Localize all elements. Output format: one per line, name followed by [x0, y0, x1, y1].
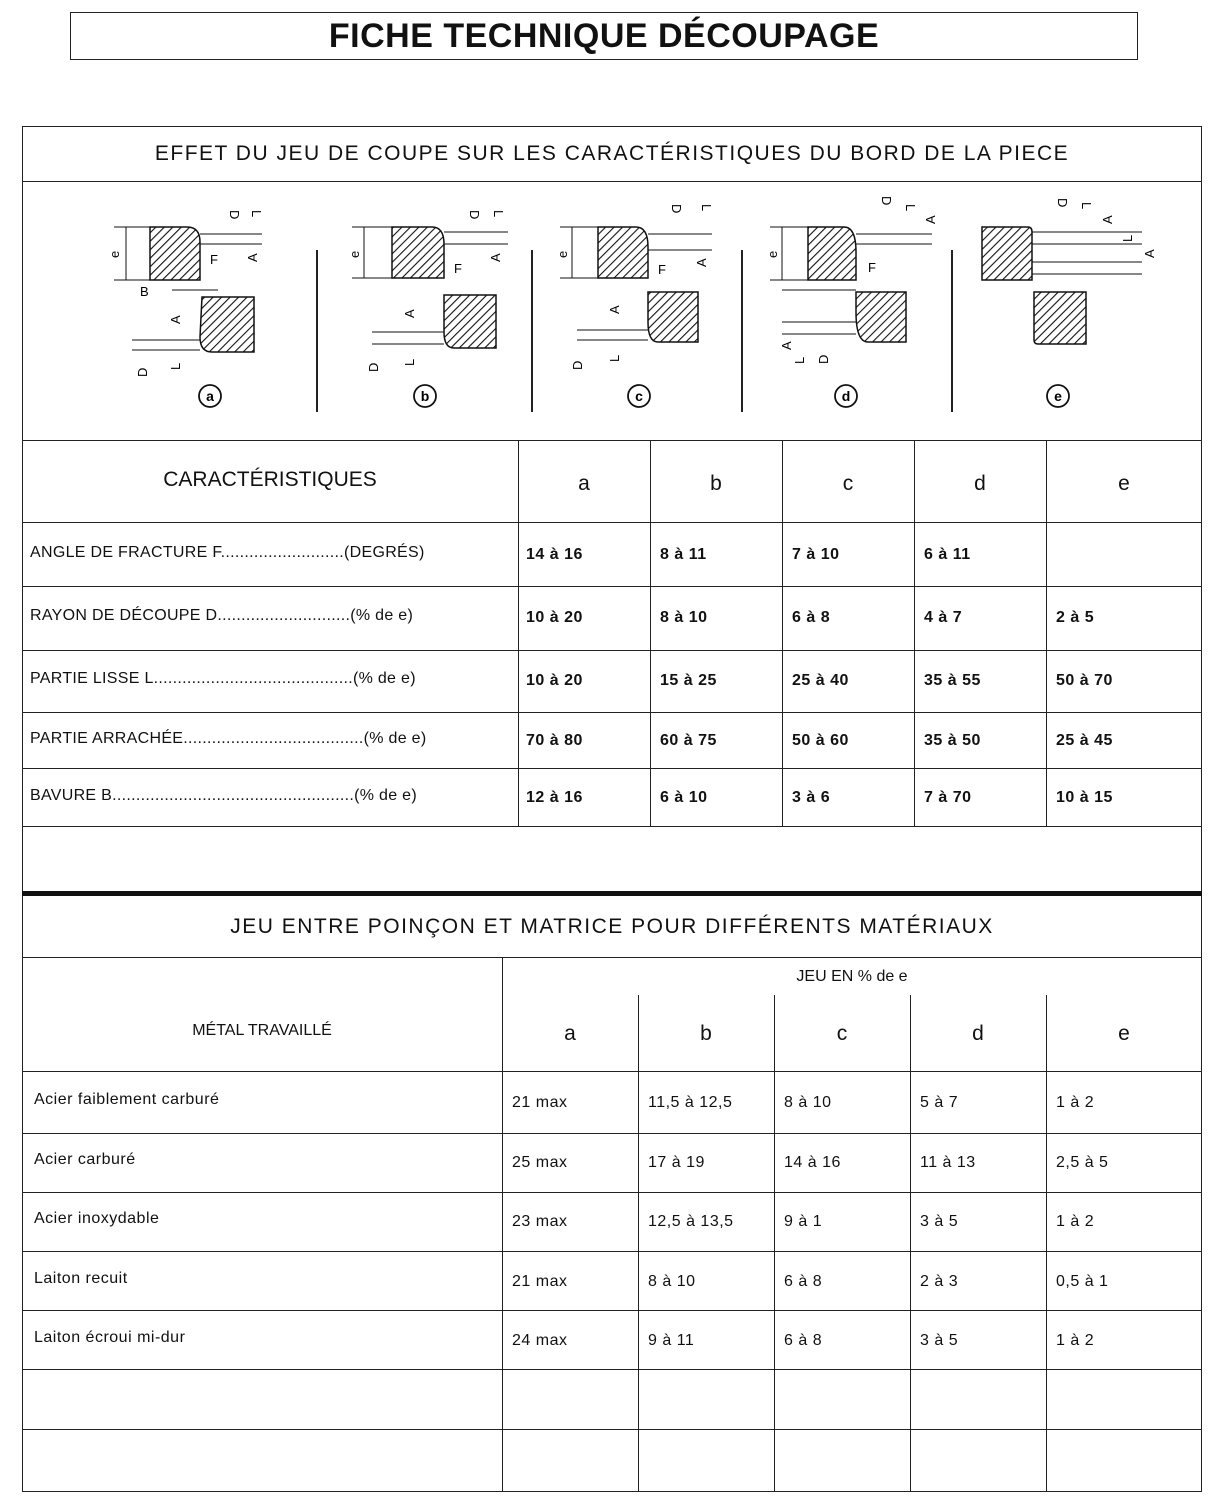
- table1-cell: 7 à 70: [924, 789, 972, 806]
- svg-text:A: A: [607, 305, 622, 314]
- svg-text:D: D: [879, 196, 894, 206]
- svg-text:e: e: [107, 250, 122, 258]
- table1-cell: 6 à 8: [792, 609, 831, 626]
- table2-cell: 8 à 10: [648, 1273, 696, 1290]
- table2-cell: 2 à 3: [920, 1273, 959, 1290]
- divider: [22, 1310, 1202, 1311]
- divider: [22, 712, 1202, 713]
- table1-cell: 15 à 25: [660, 672, 717, 689]
- svg-text:A: A: [694, 258, 709, 267]
- divider: [22, 957, 1202, 958]
- divider: [22, 768, 1202, 769]
- svg-text:A: A: [402, 309, 417, 318]
- table2-col-d: d: [972, 1022, 984, 1045]
- svg-text:D: D: [467, 210, 482, 220]
- table2-cell: 21 max: [512, 1273, 568, 1290]
- table2-cell: 5 à 7: [920, 1094, 959, 1111]
- table2-cell: 1 à 2: [1056, 1332, 1095, 1349]
- table2-cell: 14 à 16: [784, 1154, 841, 1171]
- table2-cell: 0,5 à 1: [1056, 1273, 1109, 1290]
- table1-cell: 2 à 5: [1056, 609, 1095, 626]
- svg-text:e: e: [1054, 388, 1062, 404]
- table2-row-label: Acier inoxydable: [34, 1210, 160, 1227]
- table1-row-label: ANGLE DE FRACTURE F..........................(DEGRÉS): [30, 544, 425, 561]
- table2-cell: 3 à 5: [920, 1213, 959, 1230]
- col-divider: [1046, 440, 1047, 826]
- diagram-e: [982, 198, 1157, 344]
- divider: [22, 1429, 1202, 1430]
- svg-text:D: D: [570, 360, 585, 370]
- table2-row-label: Laiton recuit: [34, 1270, 128, 1287]
- table2-cell: 8 à 10: [784, 1094, 832, 1111]
- svg-text:D: D: [669, 204, 684, 214]
- table2-cell: 6 à 8: [784, 1332, 823, 1349]
- table1-cell: 25 à 40: [792, 672, 849, 689]
- svg-text:A: A: [245, 253, 260, 262]
- page-title: FICHE TECHNIQUE DÉCOUPAGE: [70, 12, 1138, 60]
- col-divider: [638, 995, 639, 1492]
- diagram-label-b: [414, 385, 436, 407]
- divider: [22, 650, 1202, 651]
- svg-text:d: d: [841, 388, 851, 404]
- table1-col-b: b: [710, 472, 722, 495]
- svg-text:A: A: [488, 253, 503, 262]
- col-divider: [914, 440, 915, 826]
- diagram-label-c: [628, 385, 650, 407]
- svg-text:F: F: [658, 262, 666, 277]
- table2-col-b: b: [700, 1022, 712, 1045]
- svg-text:L: L: [903, 204, 918, 212]
- svg-text:B: B: [140, 284, 149, 299]
- table1-cell: 10 à 15: [1056, 789, 1113, 806]
- table2-group-header: JEU EN % de e: [796, 968, 908, 985]
- diagram-label-a: [199, 385, 221, 407]
- divider: [22, 826, 1202, 827]
- table1-cell: 35 à 55: [924, 672, 981, 689]
- table2-row-label: Laiton écroui mi-dur: [34, 1329, 186, 1346]
- section-divider: [22, 891, 1202, 896]
- svg-text:D: D: [135, 367, 150, 377]
- table1-cell: 35 à 50: [924, 732, 981, 749]
- svg-text:c: c: [635, 388, 643, 404]
- table1-cell: 50 à 60: [792, 732, 849, 749]
- svg-text:F: F: [454, 261, 462, 276]
- table1-cell: 12 à 16: [526, 789, 583, 806]
- svg-text:A: A: [1142, 249, 1157, 258]
- col-divider: [774, 995, 775, 1492]
- svg-text:e: e: [765, 250, 780, 258]
- table2-cell: 12,5 à 13,5: [648, 1213, 734, 1230]
- table2-cell: 21 max: [512, 1094, 568, 1111]
- svg-text:L: L: [792, 356, 807, 364]
- table2-cell: 1 à 2: [1056, 1094, 1095, 1111]
- table1-cell: 14 à 16: [526, 546, 583, 563]
- svg-text:A: A: [923, 215, 938, 224]
- svg-text:e: e: [555, 250, 570, 258]
- table2-cell: 9 à 11: [648, 1332, 695, 1349]
- diagram-label-e: [1047, 385, 1069, 407]
- svg-text:L: L: [1120, 234, 1135, 242]
- table2-cell: 25 max: [512, 1154, 568, 1171]
- table2-cell: 23 max: [512, 1213, 568, 1230]
- table1-cell: 60 à 75: [660, 732, 717, 749]
- table2-col-a: a: [564, 1022, 576, 1045]
- table1-cell: 25 à 45: [1056, 732, 1113, 749]
- divider: [22, 1192, 1202, 1193]
- divider: [22, 586, 1202, 587]
- table1-col-a: a: [578, 472, 590, 495]
- svg-text:F: F: [868, 260, 876, 275]
- table2-cell: 3 à 5: [920, 1332, 959, 1349]
- divider: [22, 440, 1202, 441]
- svg-text:e: e: [347, 250, 362, 258]
- svg-text:F: F: [210, 252, 218, 267]
- table1-col-d: d: [974, 472, 986, 495]
- col-divider: [910, 995, 911, 1492]
- table1-cell: 4 à 7: [924, 609, 963, 626]
- diagram-a: [107, 210, 264, 377]
- table2-cell: 6 à 8: [784, 1273, 823, 1290]
- table2-header: MÉTAL TRAVAILLÉ: [192, 1022, 332, 1039]
- table1-row-label: PARTIE ARRACHÉE......................................(% de e): [30, 730, 427, 747]
- table1-col-e: e: [1118, 472, 1130, 495]
- svg-text:L: L: [607, 354, 622, 362]
- svg-text:L: L: [699, 204, 714, 212]
- table1-cell: 8 à 10: [660, 609, 708, 626]
- col-divider: [650, 440, 651, 826]
- table2-cell: 1 à 2: [1056, 1213, 1095, 1230]
- section2-title: JEU ENTRE POINÇON ET MATRICE POUR DIFFÉRENTS MATÉRIAUX: [230, 915, 994, 938]
- table2-cell: 11 à 13: [920, 1154, 976, 1171]
- diagram-label-d: [835, 385, 857, 407]
- svg-text:L: L: [1079, 202, 1094, 210]
- table2-row-label: Acier faiblement carburé: [34, 1091, 220, 1108]
- divider: [22, 1133, 1202, 1134]
- table2-col-c: c: [836, 1022, 848, 1045]
- svg-text:L: L: [168, 362, 183, 370]
- svg-text:D: D: [816, 354, 831, 364]
- section1-title: EFFET DU JEU DE COUPE SUR LES CARACTÉRISTIQUES DU BORD DE LA PIECE: [154, 142, 1070, 165]
- table1-cell: 8 à 11: [660, 546, 707, 563]
- divider: [22, 1071, 1202, 1072]
- divider: [22, 522, 1202, 523]
- svg-text:D: D: [1055, 198, 1070, 208]
- table2-cell: 9 à 1: [784, 1213, 823, 1230]
- table1-cell: 6 à 11: [924, 546, 971, 563]
- table1-col-c: c: [842, 472, 854, 495]
- diagram-d: [765, 196, 938, 364]
- svg-text:b: b: [420, 388, 430, 404]
- table1-cell: 3 à 6: [792, 789, 831, 806]
- table2-row-label: Acier carburé: [34, 1151, 136, 1168]
- table1-cell: 50 à 70: [1056, 672, 1113, 689]
- table1-cell: 70 à 80: [526, 732, 583, 749]
- divider: [22, 1369, 1202, 1370]
- table2-cell: 24 max: [512, 1332, 568, 1349]
- svg-text:A: A: [779, 341, 794, 350]
- table1-row-label: BAVURE B...................................................(% de e): [30, 787, 418, 804]
- col-divider: [1046, 995, 1047, 1492]
- table2-cell: 11,5 à 12,5: [648, 1094, 733, 1111]
- svg-text:A: A: [1100, 215, 1115, 224]
- table1-row-label: RAYON DE DÉCOUPE D............................(% de e): [30, 607, 414, 624]
- col-divider: [518, 440, 519, 826]
- table2-cell: 17 à 19: [648, 1154, 705, 1171]
- diagram-b: [347, 210, 508, 372]
- col-divider: [782, 440, 783, 826]
- svg-text:L: L: [491, 210, 506, 218]
- table2-cell: 2,5 à 5: [1056, 1154, 1109, 1171]
- table1-cell: 7 à 10: [792, 546, 840, 563]
- svg-text:D: D: [227, 210, 242, 220]
- svg-text:A: A: [168, 315, 183, 324]
- svg-text:D: D: [366, 362, 381, 372]
- table1-cell: 10 à 20: [526, 672, 583, 689]
- svg-text:a: a: [206, 388, 214, 404]
- table1-header: CARACTÉRISTIQUES: [163, 468, 377, 491]
- cut-edge-diagrams: [22, 182, 1202, 440]
- table1-cell: 10 à 20: [526, 609, 583, 626]
- table2-col-e: e: [1118, 1022, 1130, 1045]
- table1-cell: 6 à 10: [660, 789, 708, 806]
- table1-row-label: PARTIE LISSE L..........................................(% de e): [30, 670, 416, 687]
- svg-text:L: L: [402, 358, 417, 366]
- diagram-c: [555, 204, 714, 370]
- divider: [22, 1251, 1202, 1252]
- svg-text:L: L: [249, 210, 264, 218]
